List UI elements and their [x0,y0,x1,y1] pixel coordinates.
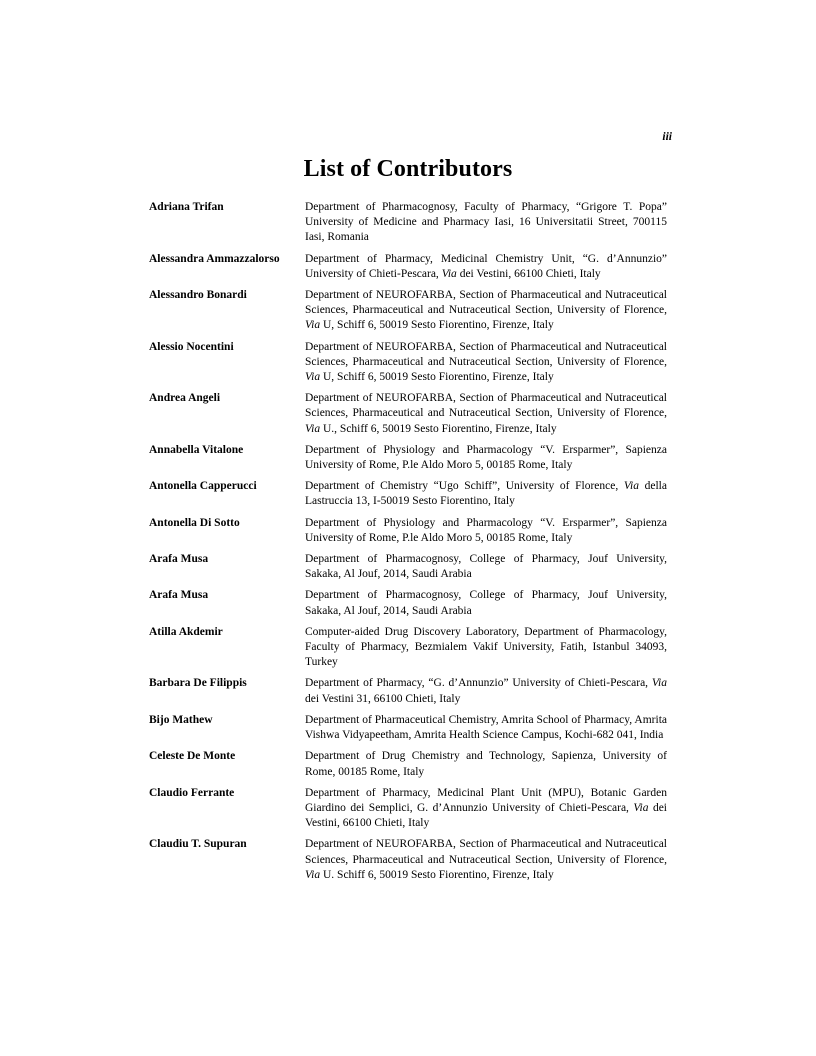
italic-text: Via [633,801,649,814]
contributor-affiliation [305,676,667,706]
affiliation-text: dei Vestini 31, 66100 Chieti, Italy [305,692,461,705]
contributor-affiliation [305,749,667,779]
affiliation-text: Department of Pharmacognosy, College of Pharmacy, Jouf University, Sakaka, Al Jouf, 2014, Saudi Arabia [305,589,667,617]
contributor-entry [149,443,667,473]
affiliation-text: Department of Physiology and Pharmacology “V. Ersparmer”, Sapienza University of Rome, P.le Aldo Moro 5, 00185 Rome, Italy [305,443,667,472]
contributor-affiliation [305,340,667,386]
contributor-entry [149,288,667,334]
contributor-affiliation [305,625,667,671]
affiliation-text: della Lastruccia 13, I-50019 Sesto Fiorentino, Italy [305,480,667,508]
contributor-affiliation [305,516,667,546]
contributor-name: Antonella Di Sotto [149,516,240,529]
italic-text: Via [623,480,639,493]
contributor-entry [149,552,667,582]
contributor-name: Alessandro Bonardi [149,289,247,302]
contributor-name: Claudio Ferrante [149,786,235,799]
contributor-entry [149,391,667,437]
contributor-entry [149,479,667,509]
affiliation-text: Department of Drug Chemistry and Technology, Sapienza, University of Rome, 00185 Rome, Italy [305,750,667,778]
contributor-name: Celeste De Monte [149,750,236,763]
contributor-affiliation [305,443,667,473]
affiliation-text: U, Schiff 6, 50019 Sesto Fiorentino, Firenze, Italy [320,319,554,332]
contributor-name: Claudiu T. Supuran [149,838,247,851]
affiliation-text: Department of NEUROFARBA, Section of Pharmaceutical and Nutraceutical Sciences, Pharmaceutical and Nutraceutical Section, University of Florence, [305,838,667,866]
italic-text: Via [305,319,321,332]
contributor-affiliation [305,786,667,832]
contributor-affiliation [305,288,667,334]
contributor-affiliation [305,552,667,582]
italic-text: Via [651,677,667,690]
affiliation-text: Department of NEUROFARBA, Section of Pharmaceutical and Nutraceutical Sciences, Pharmaceutical and Nutraceutical Section, University of Florence, [305,340,667,368]
contributor-entry [149,588,667,618]
contributor-name: Arafa Musa [149,589,209,602]
contributor-name: Atilla Akdemir [149,625,223,638]
affiliation-text: Department of Pharmaceutical Chemistry, Amrita School of Pharmacy, Amrita Vishwa Vidyapeetham, Amrita Health Science Campus, Kochi-682 041, India [305,713,667,742]
contributor-entry [149,786,667,832]
contributor-name: Bijo Mathew [149,713,213,726]
affiliation-text: Computer-aided Drug Discovery Laboratory, Department of Pharmacology, Faculty of Pharmacy, Bezmialem Vakif University, Fatih, Istanbul 34093, Turkey [305,625,667,669]
contributor-entry [149,516,667,546]
contributor-entry [149,837,667,883]
contributor-entry [149,252,667,282]
affiliation-text: Department of Pharmacy, Medicinal Chemistry Unit, “G. d’Annunzio” University of Chieti-Pescara, [305,252,667,280]
italic-text: Via [305,422,321,435]
italic-text: Via [305,371,321,384]
contributor-entry [149,749,667,779]
italic-text: Via [305,868,321,881]
contributor-name: Adriana Trifan [149,201,224,213]
affiliation-text: dei Vestini, 66100 Chieti, Italy [456,267,601,280]
affiliation-text: U, Schiff 6, 50019 Sesto Fiorentino, Firenze, Italy [320,371,554,384]
contributor-entry [149,676,667,706]
affiliation-text: Department of NEUROFARBA, Section of Pharmaceutical and Nutraceutical Sciences, Pharmaceutical and Nutraceutical Section, University of Florence, [305,392,667,420]
contributor-name: Alessandra Ammazzalorso [149,252,280,265]
affiliation-text: U. Schiff 6, 50019 Sesto Fiorentino, Firenze, Italy [320,868,554,881]
contributor-list [149,200,667,889]
contributor-name: Annabella Vitalone [149,443,244,456]
affiliation-text: U., Schiff 6, 50019 Sesto Fiorentino, Firenze, Italy [320,422,557,435]
contributor-affiliation [305,391,667,437]
contributor-name: Alessio Nocentini [149,340,234,353]
affiliation-text: Department of Pharmacognosy, College of Pharmacy, Jouf University, Sakaka, Al Jouf, 2014, Saudi Arabia [305,553,667,581]
contributor-name: Barbara De Filippis [149,677,247,690]
contributor-entry [149,340,667,386]
contributor-name: Andrea Angeli [149,392,221,405]
affiliation-text: Department of Pharmacognosy, Faculty of Pharmacy, “Grigore T. Popa” University of Medicine and Pharmacy Iasi, 16 Universitatii Street, 700115 Iasi, Romania [305,201,667,244]
affiliation-text: Department of Pharmacy, “G. d’Annunzio” University of Chieti-Pescara, [305,677,652,690]
contributor-affiliation [305,479,667,509]
affiliation-text: Department of Physiology and Pharmacology “V. Ersparmer”, Sapienza University of Rome, P.le Aldo Moro 5, 00185 Rome, Italy [305,516,667,544]
contributor-entry [149,200,667,246]
contributor-affiliation [305,713,667,743]
contributor-entry [149,713,667,743]
contributor-name: Arafa Musa [149,553,209,566]
affiliation-text: Department of Chemistry “Ugo Schiff”, University of Florence, [305,480,624,493]
affiliation-text: dei Vestini, 66100 Chieti, Italy [305,801,667,830]
contributor-entry [149,625,667,671]
italic-text: Via [441,267,457,280]
page-title: List of Contributors [303,156,513,182]
contributor-affiliation [305,588,667,618]
affiliation-text: Department of Pharmacy, Medicinal Plant Unit (MPU), Botanic Garden Giardino dei Semplici, G. d’Annunzio University of Chieti-Pescara, [305,786,667,814]
contributor-affiliation [305,252,667,282]
page-number: iii [662,131,672,143]
contributor-affiliation [305,837,667,883]
contributor-name: Antonella Capperucci [149,480,257,493]
contributor-affiliation [305,200,667,246]
affiliation-text: Department of NEUROFARBA, Section of Pharmaceutical and Nutraceutical Sciences, Pharmaceutical and Nutraceutical Section, University of Florence, [305,289,667,317]
